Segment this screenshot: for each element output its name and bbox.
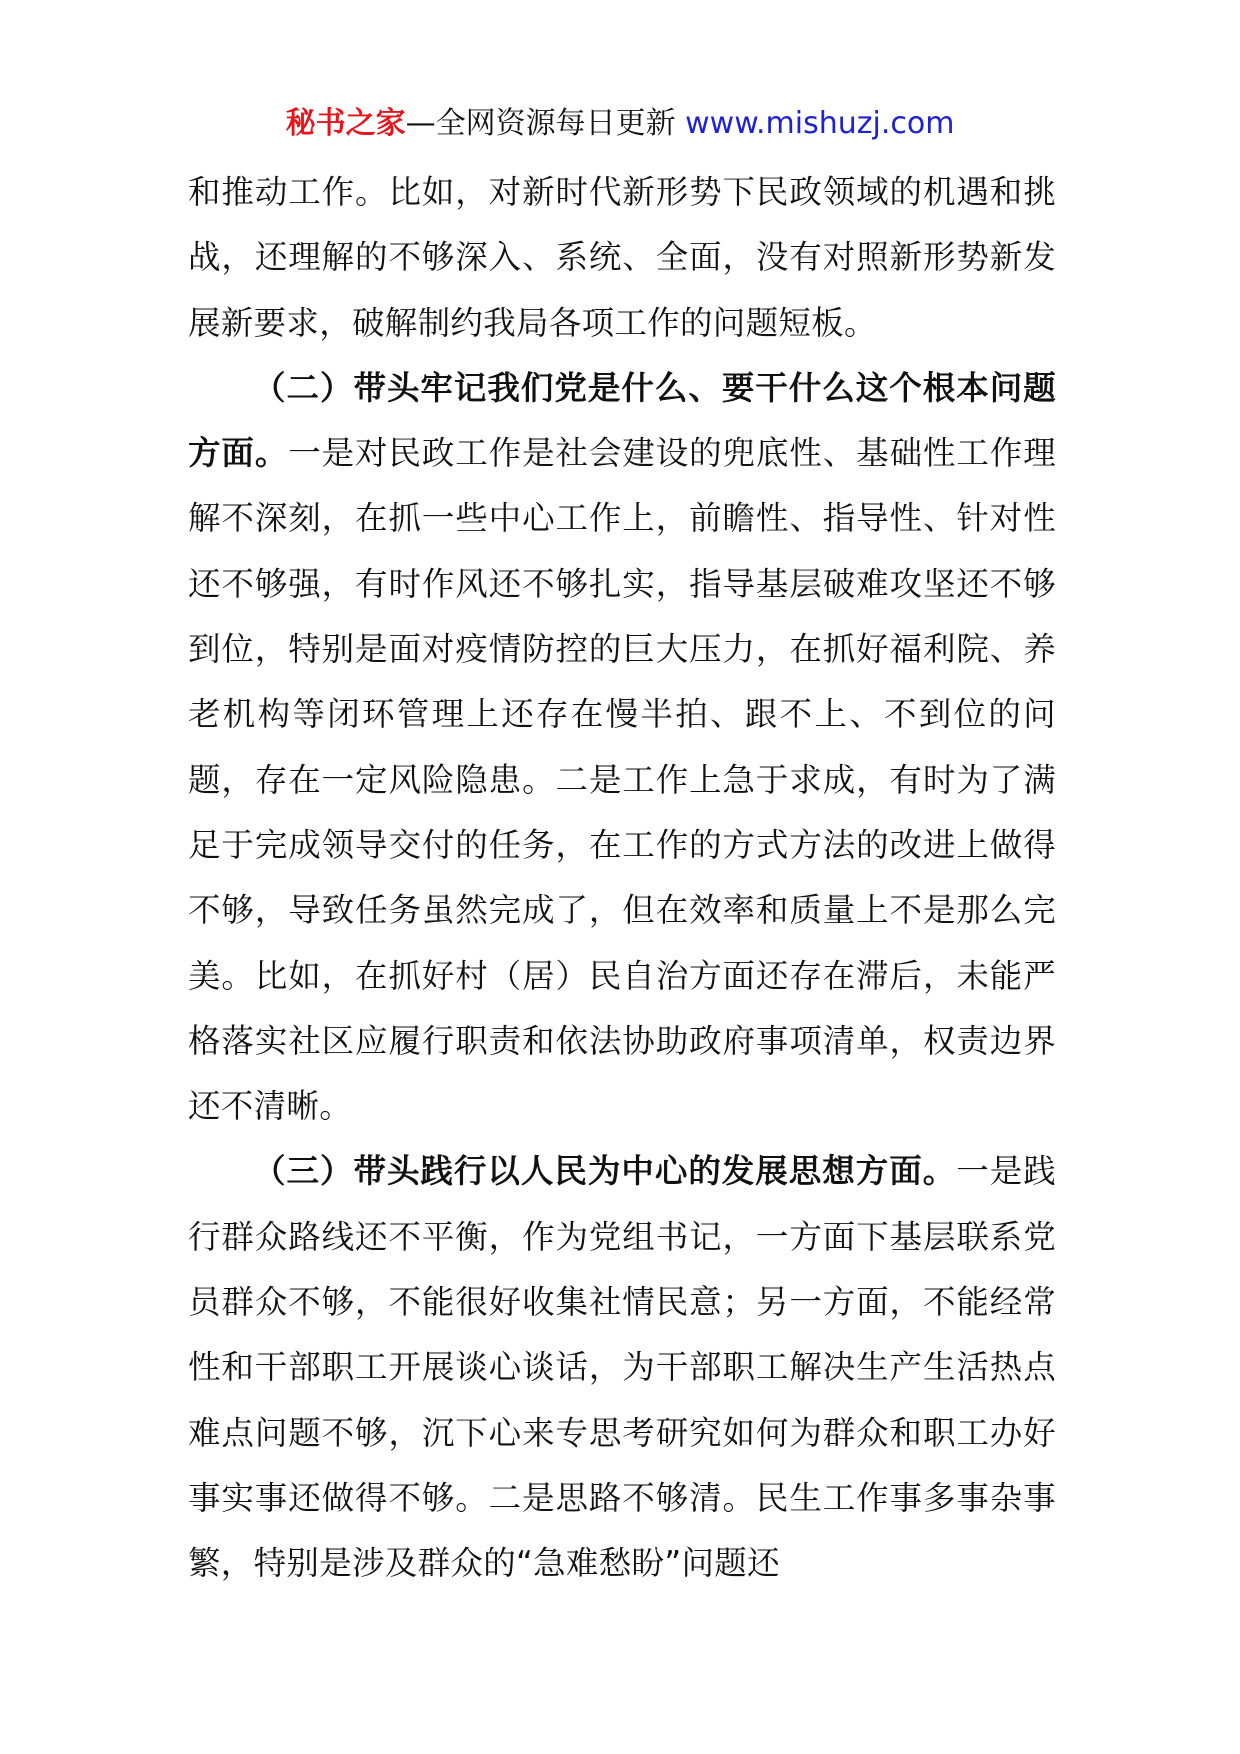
paragraph-3-text: 一是践行群众路线还不平衡，作为党组书记，一方面下基层联系党员群众不够，不能很好收集社情民意；另一方面，不能经常性和干部职工开展谈心谈话，为干部职工解决生产生活热点难点问题不够，沉下心来专思考研究如何为群众和职工办好事实事还做得不够。二是思路不够清。民生工作事多事杂事繁，特别是涉及群众的“急难愁盼”问题还	[188, 1152, 1056, 1583]
document-body	[188, 160, 1056, 1597]
paragraph-3	[188, 1139, 1056, 1596]
paragraph-2-text: 一是对民政工作是社会建设的兜底性、基础性工作理解不深刻，在抓一些中心工作上，前瞻性、指导性、针对性还不够强，有时作风还不够扎实，指导基层破难攻坚还不够到位，特别是面对疫情防控的巨大压力，在抓好福利院、养老机构等闭环管理上还存在慢半拍、跟不上、不到位的问题，存在一定风险隐患。二是工作上急于求成，有时为了满足于完成领导交付的任务，在工作的方式方法的改进上做得不够，导致任务虽然完成了，但在效率和质量上不是那么完美。比如，在抓好村（居）民自治方面还存在滞后，未能严格落实社区应履行职责和依法协助政府事项清单，权责边界还不清晰。	[188, 434, 1056, 1126]
paragraph-2	[188, 356, 1056, 1140]
paragraph-2-heading: （二）带头牢记我们党是什么、要干什么这个根本问题方面。	[188, 368, 1056, 473]
header-site-link[interactable]: www.mishuzj.com	[685, 106, 955, 141]
page-header	[0, 102, 1240, 146]
header-brand: 秘书之家	[285, 106, 406, 141]
paragraph-1-text: 和推动工作。比如，对新时代新形势下民政领域的机遇和挑战，还理解的不够深入、系统、全面，没有对照新形势新发展新要求，破解制约我局各项工作的问题短板。	[188, 173, 1056, 342]
paragraph-1	[188, 160, 1056, 356]
header-slogan: —全网资源每日更新	[405, 106, 676, 141]
paragraph-3-heading: （三）带头践行以人民为中心的发展思想方面。	[253, 1152, 957, 1191]
